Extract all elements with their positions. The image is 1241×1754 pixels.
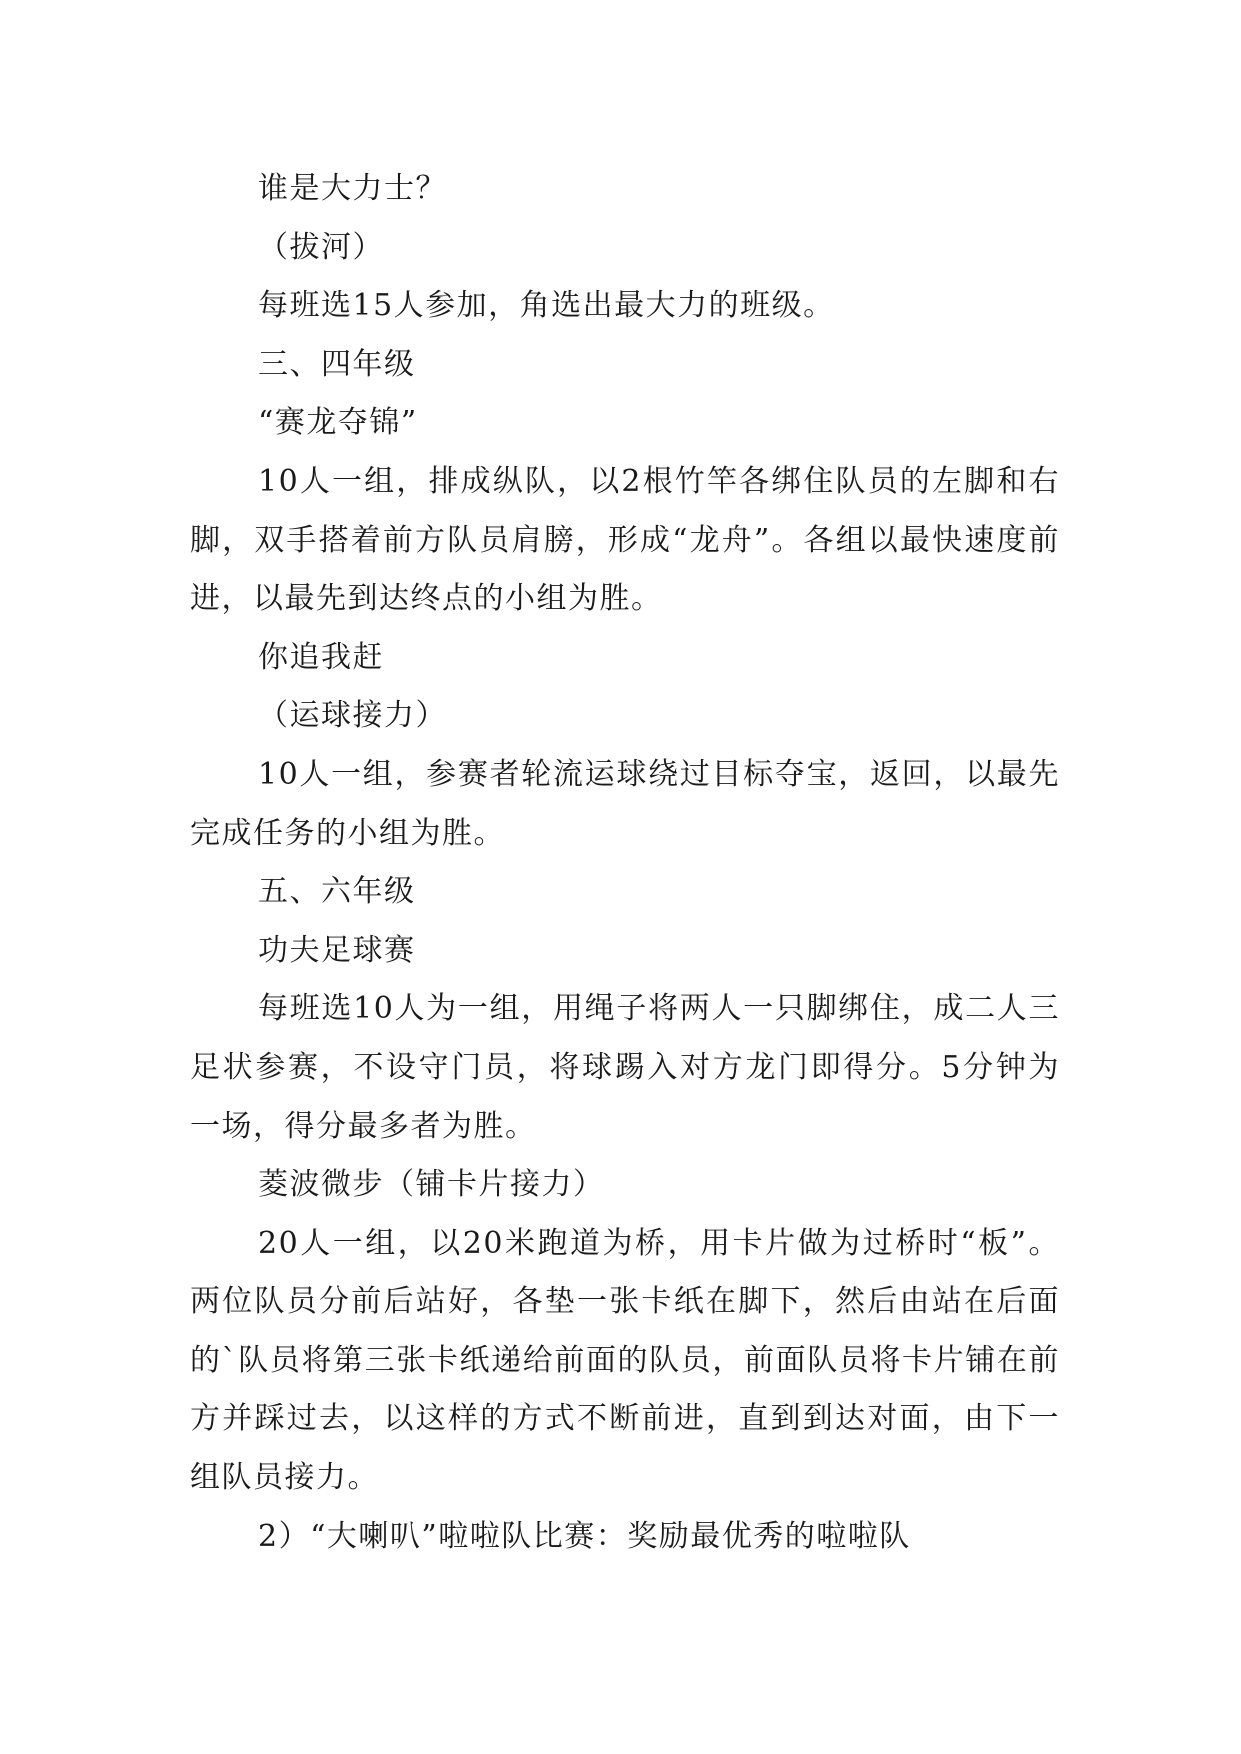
subheading-tug-of-war: （拔河） bbox=[258, 229, 384, 265]
heading-who-is-strongman: 谁是大力士？ bbox=[258, 171, 447, 206]
paragraph-tug-of-war-rules: 每班选15人参加，角选出最大力的班级。 bbox=[258, 288, 835, 324]
section-heading-grade-5-6: 五、六年级 bbox=[258, 874, 416, 910]
paragraph-dragon-boat-rules: 10人一组，排成纵队，以2根竹竿各绑住队员的左脚和右脚，双手搭着前方队员肩膀，形成“龙舟”。各组以最快速度前进，以最先到达终点的小组为胜。 bbox=[190, 463, 1060, 617]
paragraph-card-relay-rules: 20人一组，以20米跑道为桥，用卡片做为过桥时“板”。两位队员分前后站好，各垫一张卡纸在脚下，然后由站在后面的`队员将第三张卡纸递给前面的队员，前面队员将卡片铺在前方并踩过去，以这样的方式不断前进，直到到达对面，由下一组队员接力。 bbox=[190, 1225, 1060, 1496]
document-body bbox=[190, 160, 1060, 1566]
heading-kungfu-soccer: 功夫足球赛 bbox=[258, 932, 416, 968]
heading-dragon-boat: “赛龙夺锦” bbox=[258, 405, 418, 441]
heading-card-relay: 菱波微步（铺卡片接力） bbox=[258, 1167, 605, 1203]
subheading-ball-relay: （运球接力） bbox=[258, 698, 447, 734]
heading-chase: 你追我赶 bbox=[258, 639, 384, 675]
paragraph-ball-relay-rules: 10人一组，参赛者轮流运球绕过目标夺宝，返回，以最先完成任务的小组为胜。 bbox=[190, 756, 1060, 851]
paragraph-cheerleading: 2）“大喇叭”啦啦队比赛：奖励最优秀的啦啦队 bbox=[258, 1518, 911, 1554]
section-heading-grade-3-4: 三、四年级 bbox=[258, 346, 416, 382]
paragraph-kungfu-soccer-rules: 每班选10人为一组，用绳子将两人一只脚绑住，成二人三足状参赛，不设守门员，将球踢入对方龙门即得分。5分钟为一场，得分最多者为胜。 bbox=[190, 991, 1060, 1144]
